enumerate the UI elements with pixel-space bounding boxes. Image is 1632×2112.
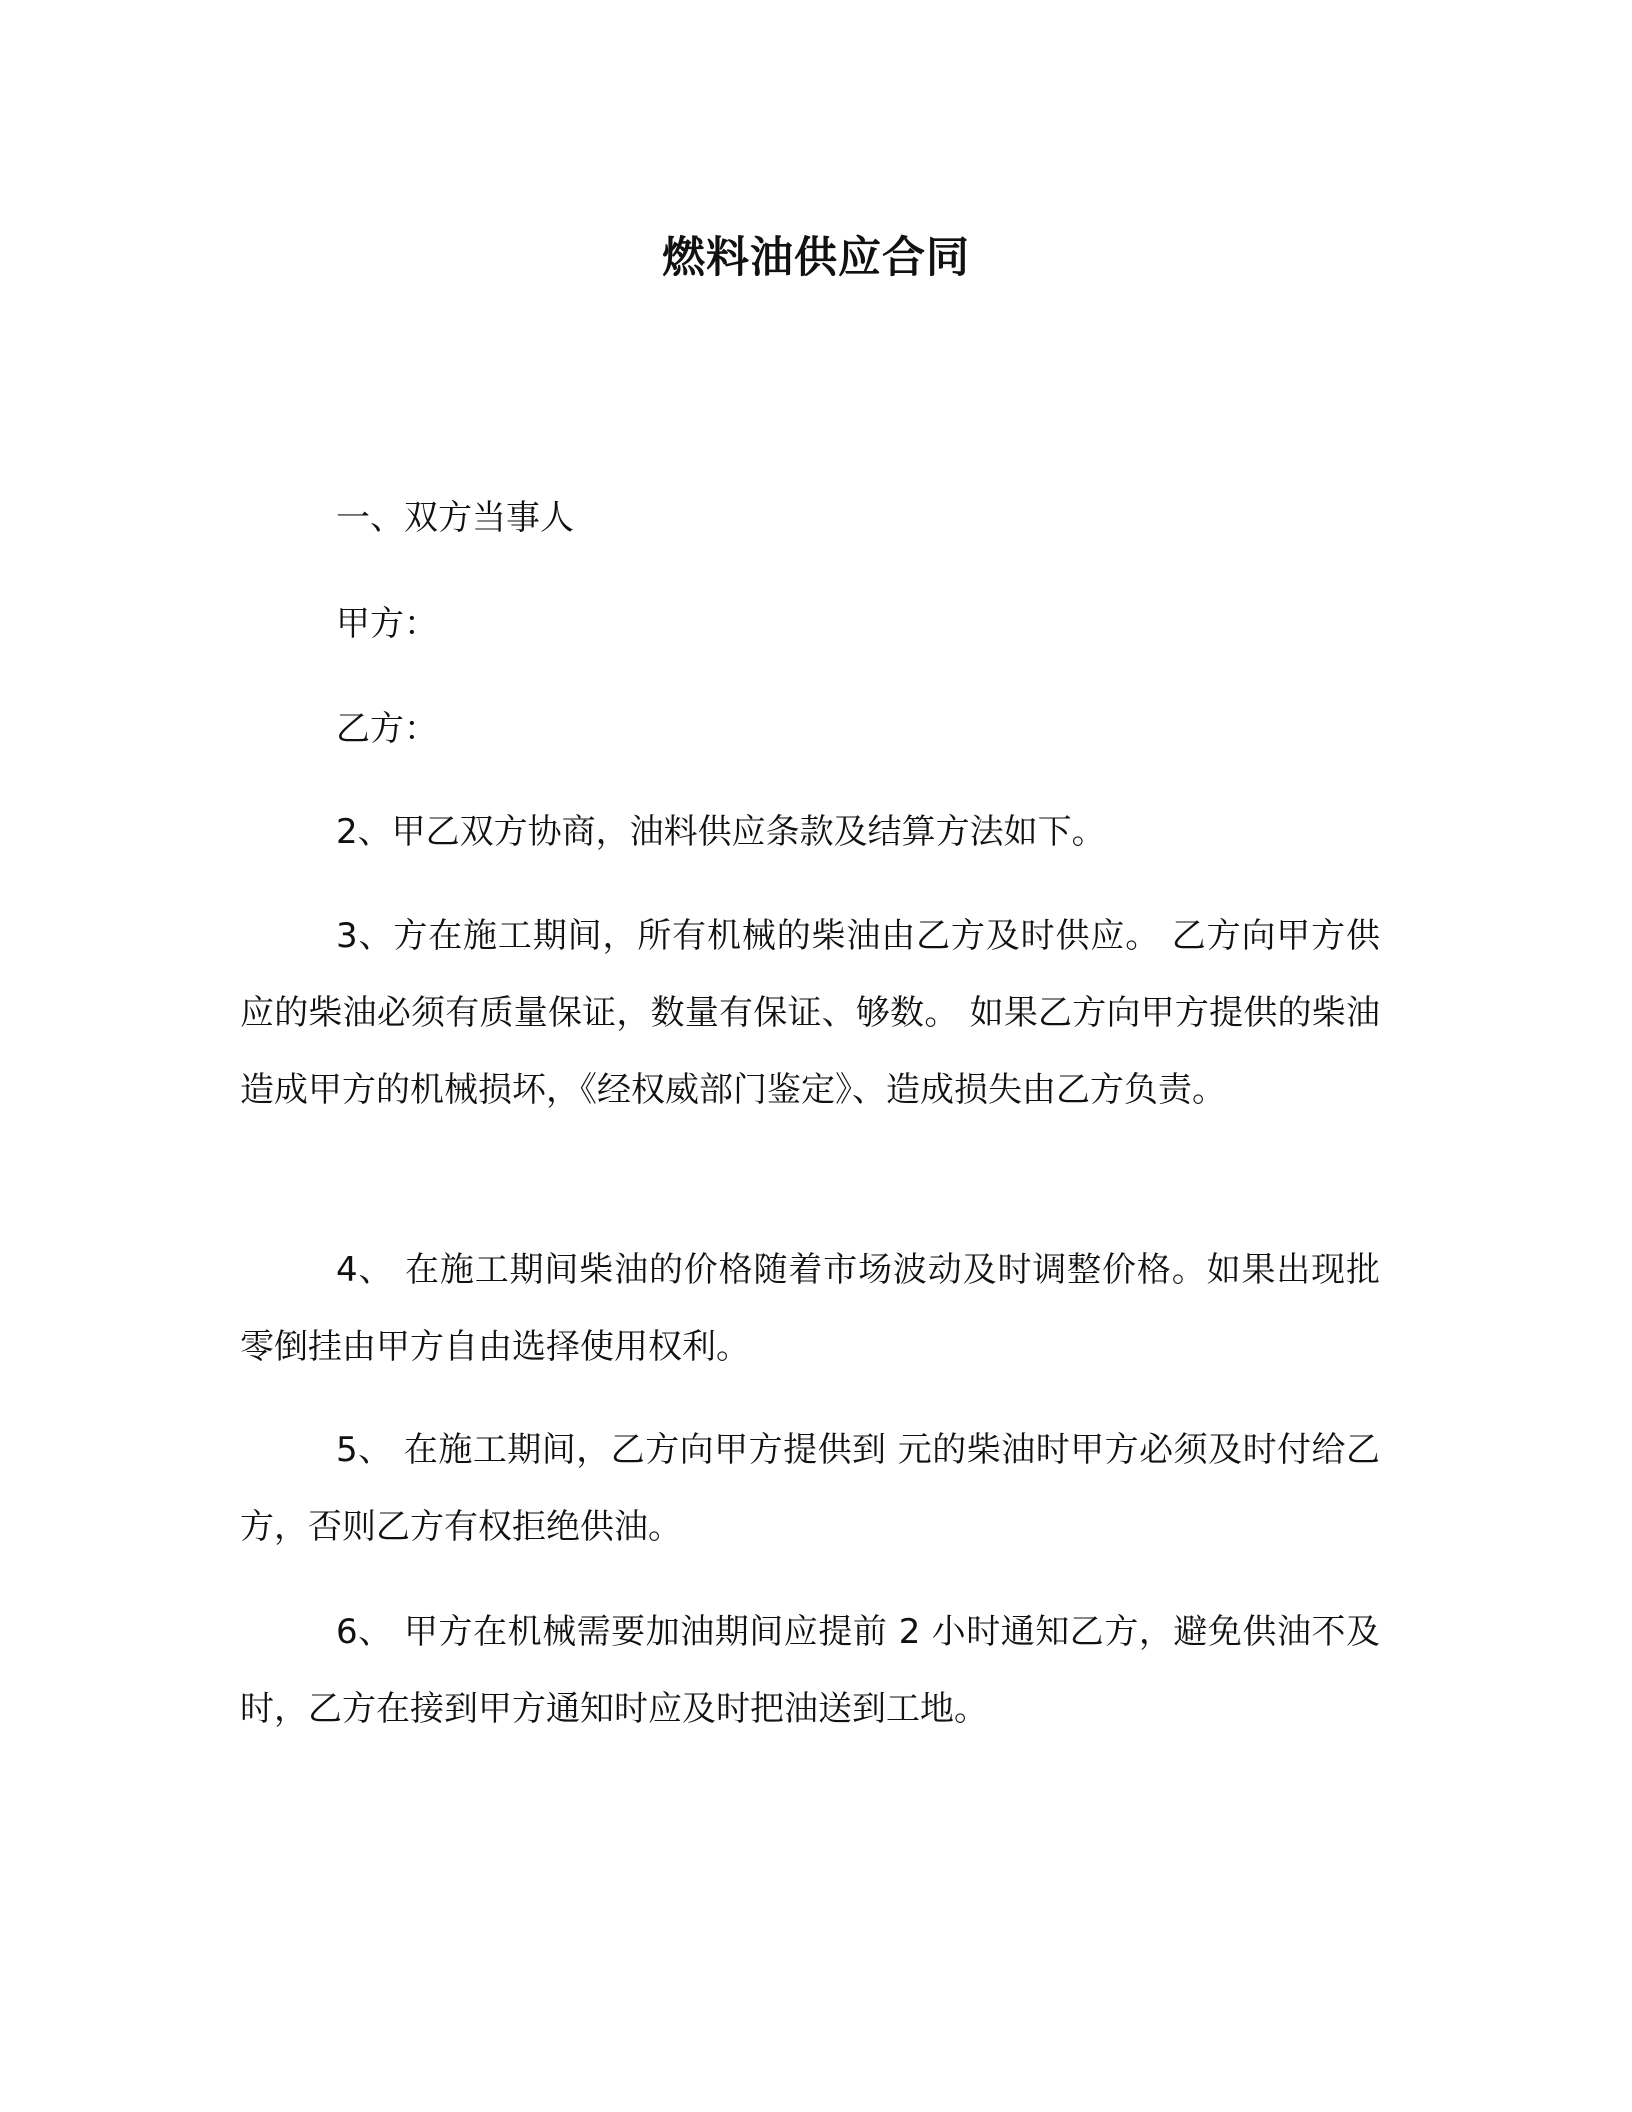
clause-2: 2、甲乙双方协商，油料供应条款及结算方法如下。 (336, 812, 1106, 852)
clause-3: 3、方在施工期间，所有机械的柴油由乙方及时供应。 乙方向甲方供应的柴油必须有质量保证，数量有保证、够数。 如果乙方向甲方提供的柴油造成甲方的机械损坏，《经权威部门鉴定》、造成损失由乙方负责。 (240, 916, 1380, 1110)
party-a-label: 甲方： (336, 604, 438, 644)
party-b-label: 乙方： (336, 709, 438, 749)
clause-4: 4、 在施工期间柴油的价格随着市场波动及时调整价格。如果出现批零倒挂由甲方自由选择使用权利。 (240, 1250, 1380, 1367)
section-heading: 一、双方当事人 (336, 498, 574, 538)
document-title: 燃料油供应合同 (662, 233, 970, 283)
clause-5: 5、 在施工期间，乙方向甲方提供到 元的柴油时甲方必须及时付给乙方，否则乙方有权拒绝供油。 (240, 1430, 1380, 1547)
clause-6: 6、 甲方在机械需要加油期间应提前 2 小时通知乙方，避免供油不及时，乙方在接到甲方通知时应及时把油送到工地。 (240, 1612, 1380, 1729)
